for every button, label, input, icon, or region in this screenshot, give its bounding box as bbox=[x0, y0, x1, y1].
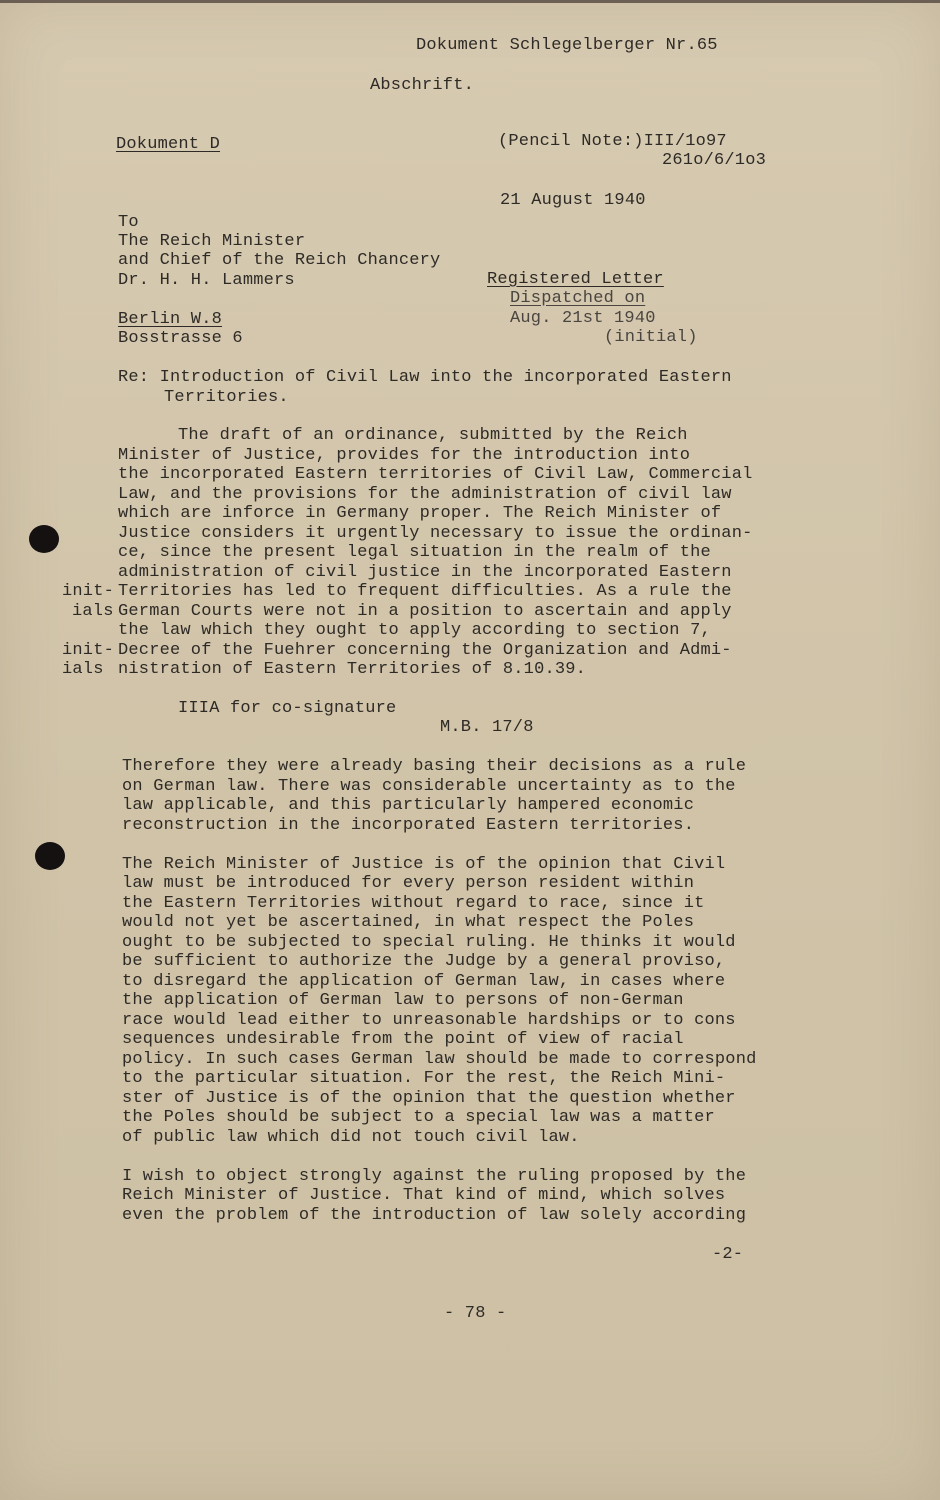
address-to: To bbox=[118, 213, 139, 232]
margin-note-ials: ials bbox=[72, 602, 114, 621]
top-edge-line bbox=[0, 0, 940, 3]
paragraph-3-line: of public law which did not touch civil law. bbox=[122, 1128, 580, 1147]
paragraph-2-line: law applicable, and this particularly hampered economic bbox=[122, 796, 695, 815]
paragraph-3-line: to the particular situation. For the rest, the Reich Mini- bbox=[122, 1069, 726, 1088]
paragraph-3-line: law must be introduced for every person resident within bbox=[122, 874, 695, 893]
paragraph-3-line: the Poles should be subject to a special law was a matter bbox=[122, 1108, 715, 1127]
paragraph-2-line: on German law. There was considerable uncertainty as to the bbox=[122, 777, 736, 796]
registered-letter-title: Registered Letter bbox=[487, 270, 664, 289]
paragraph-4-line: I wish to object strongly against the ruling proposed by the bbox=[122, 1167, 747, 1186]
address-line: and Chief of the Reich Chancery bbox=[118, 251, 441, 270]
punch-hole bbox=[35, 842, 65, 870]
punch-hole bbox=[29, 525, 59, 553]
dispatched-label: Dispatched on bbox=[510, 289, 646, 308]
address-street: Bosstrasse 6 bbox=[118, 329, 243, 348]
margin-note-ials: ials bbox=[62, 660, 104, 679]
paragraph-1-line: the law which they ought to apply according to section 7, bbox=[118, 621, 711, 640]
dispatched-date: Aug. 21st 1940 bbox=[510, 309, 656, 328]
paragraph-1-line: Minister of Justice, provides for the introduction into bbox=[118, 446, 691, 465]
paragraph-4-line: Reich Minister of Justice. That kind of mind, which solves bbox=[122, 1186, 726, 1205]
cosign-initials: M.B. 17/8 bbox=[440, 718, 534, 737]
paragraph-1-line: the incorporated Eastern territories of Civil Law, Commercial bbox=[118, 465, 753, 484]
page-number: - 78 - bbox=[444, 1304, 507, 1323]
paragraph-1-line: Decree of the Fuehrer concerning the Organization and Admi- bbox=[118, 641, 732, 660]
paragraph-1-line: The draft of an ordinance, submitted by the Reich bbox=[178, 426, 688, 445]
paragraph-4-line: even the problem of the introduction of law solely according bbox=[122, 1206, 747, 1225]
abschrift-underline bbox=[370, 87, 474, 107]
letter-date: 21 August 1940 bbox=[500, 191, 646, 210]
subject-line: Re: Introduction of Civil Law into the incorporated Eastern bbox=[118, 368, 732, 387]
margin-note-init: init- bbox=[62, 582, 115, 601]
paragraph-2-line: reconstruction in the incorporated Eastern territories. bbox=[122, 816, 695, 835]
paragraph-3-line: The Reich Minister of Justice is of the opinion that Civil bbox=[122, 855, 726, 874]
paragraph-3-line: the Eastern Territories without regard to race, since it bbox=[122, 894, 705, 913]
paragraph-2-line: Therefore they were already basing their decisions as a rule bbox=[122, 757, 747, 776]
subject-line-continued: Territories. bbox=[164, 388, 289, 407]
address-line: Dr. H. H. Lammers bbox=[118, 271, 295, 290]
document-reference: Dokument Schlegelberger Nr.65 bbox=[416, 36, 718, 55]
paragraph-3-line: race would lead either to unreasonable hardships or to cons bbox=[122, 1011, 736, 1030]
paragraph-3-line: ster of Justice is of the opinion that the question whether bbox=[122, 1089, 736, 1108]
dispatched-initial: (initial) bbox=[604, 328, 698, 347]
margin-note-init: init- bbox=[62, 641, 115, 660]
paragraph-1-line: ce, since the present legal situation in the realm of the bbox=[118, 543, 711, 562]
next-page-marker: -2- bbox=[712, 1245, 744, 1264]
abschrift-heading: Abschrift. bbox=[370, 76, 475, 95]
cosign-note: IIIA for co-signature bbox=[178, 699, 397, 718]
paragraph-1-line: administration of civil justice in the incorporated Eastern bbox=[118, 563, 732, 582]
paragraph-3-line: be sufficient to authorize the Judge by a general proviso, bbox=[122, 952, 726, 971]
paragraph-1-line: nistration of Eastern Territories of 8.10.39. bbox=[118, 660, 587, 679]
paragraph-3-line: policy. In such cases German law should be made to correspond bbox=[122, 1050, 757, 1069]
paragraph-3-line: sequences undesirable from the point of view of racial bbox=[122, 1030, 684, 1049]
paragraph-1-line: Territories has led to frequent difficulties. As a rule the bbox=[118, 582, 732, 601]
paragraph-3-line: to disregard the application of German law, in cases where bbox=[122, 972, 726, 991]
paragraph-1-line: German Courts were not in a position to ascertain and apply bbox=[118, 602, 732, 621]
paragraph-3-line: the application of German law to persons of non-German bbox=[122, 991, 684, 1010]
pencil-note-reference: 261o/6/1o3 bbox=[662, 151, 767, 170]
paragraph-3-line: ought to be subjected to special ruling. He thinks it would bbox=[122, 933, 736, 952]
paragraph-1-line: Justice considers it urgently necessary to issue the ordinan- bbox=[118, 524, 753, 543]
pencil-note: (Pencil Note:)III/1o97 bbox=[498, 132, 727, 151]
paragraph-1-line: which are inforce in Germany proper. The Reich Minister of bbox=[118, 504, 722, 523]
dokument-label: Dokument D bbox=[116, 135, 221, 154]
address-city: Berlin W.8 bbox=[118, 310, 223, 329]
address-line: The Reich Minister bbox=[118, 232, 306, 251]
paragraph-1-line: Law, and the provisions for the administration of civil law bbox=[118, 485, 732, 504]
paragraph-3-line: would not yet be ascertained, in what respect the Poles bbox=[122, 913, 695, 932]
